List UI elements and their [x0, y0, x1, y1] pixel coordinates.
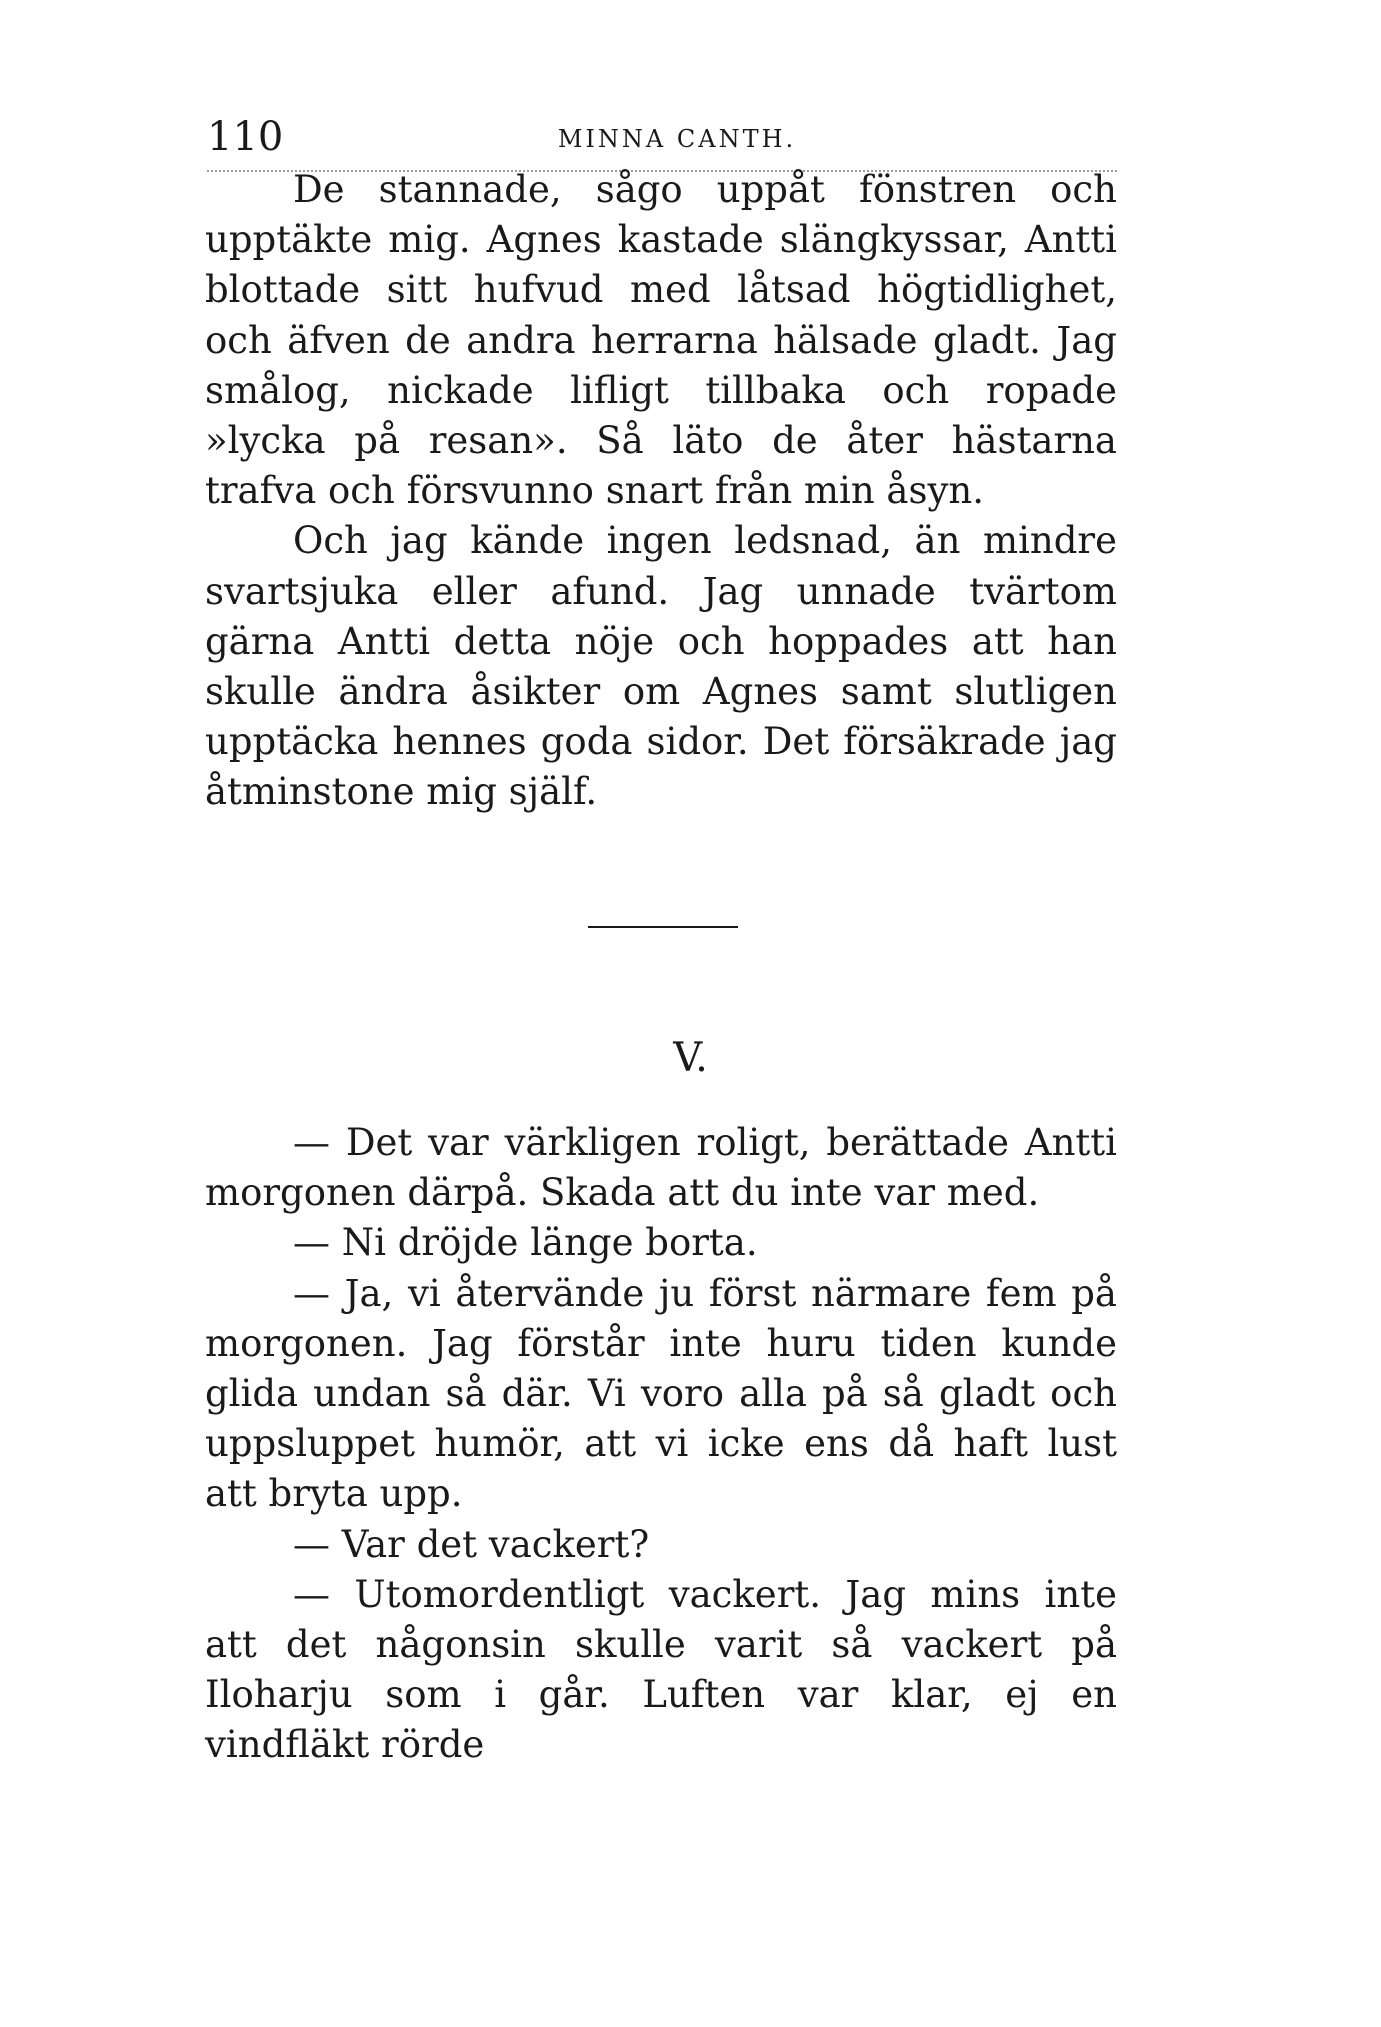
- dialogue-paragraph: — Ja, vi återvände ju först närmare fem på morgonen. Jag förstår inte huru tiden kunde glida undan så där. Vi voro alla på så gladt och uppsluppet humör, att vi icke ens då haft lust att bryta upp.: [205, 1271, 1117, 1516]
- dialogue-paragraph: — Det var värkligen roligt, berättade Antti morgonen därpå. Skada att du inte var med.: [205, 1121, 1117, 1215]
- dialogue-paragraph: — Utomordentligt vackert. Jag mins inte att det någonsin skulle varit så vackert på Iloharju som i går. Luften var klar, ej en vindfläkt rörde: [205, 1572, 1117, 1767]
- paragraph: Och jag kände ingen ledsnad, än mindre svartsjuka eller afund. Jag unnade tvärtom gärna Antti detta nöje och hoppades att han skulle ändra åsikter om Agnes samt slutligen upptäcka hennes goda sidor. Det försäkrade jag åtminstone mig själf.: [205, 519, 1117, 814]
- page-header: [207, 112, 1117, 162]
- chapter-heading: V.: [673, 1035, 708, 1081]
- dialogue-paragraph: — Var det vackert?: [293, 1522, 650, 1566]
- running-title: MINNA CANTH.: [557, 125, 797, 153]
- paragraph: De stannade, sågo uppåt fönstren och upptäkte mig. Agnes kastade slängkyssar, Antti blottade sitt hufvud med låtsad högtidlighet, och äfven de andra herrarna hälsade gladt. Jag smålog, nickade lifligt tillbaka och ropade »lycka på resan». Så läto de åter hästarna trafva och försvunno snart från min åsyn.: [205, 168, 1117, 513]
- text-block-bottom: [205, 1118, 1117, 1771]
- page-number: 110: [207, 114, 284, 160]
- section-divider: [588, 926, 738, 928]
- dialogue-paragraph: — Ni dröjde länge borta.: [293, 1221, 758, 1265]
- text-block-top: [205, 165, 1117, 818]
